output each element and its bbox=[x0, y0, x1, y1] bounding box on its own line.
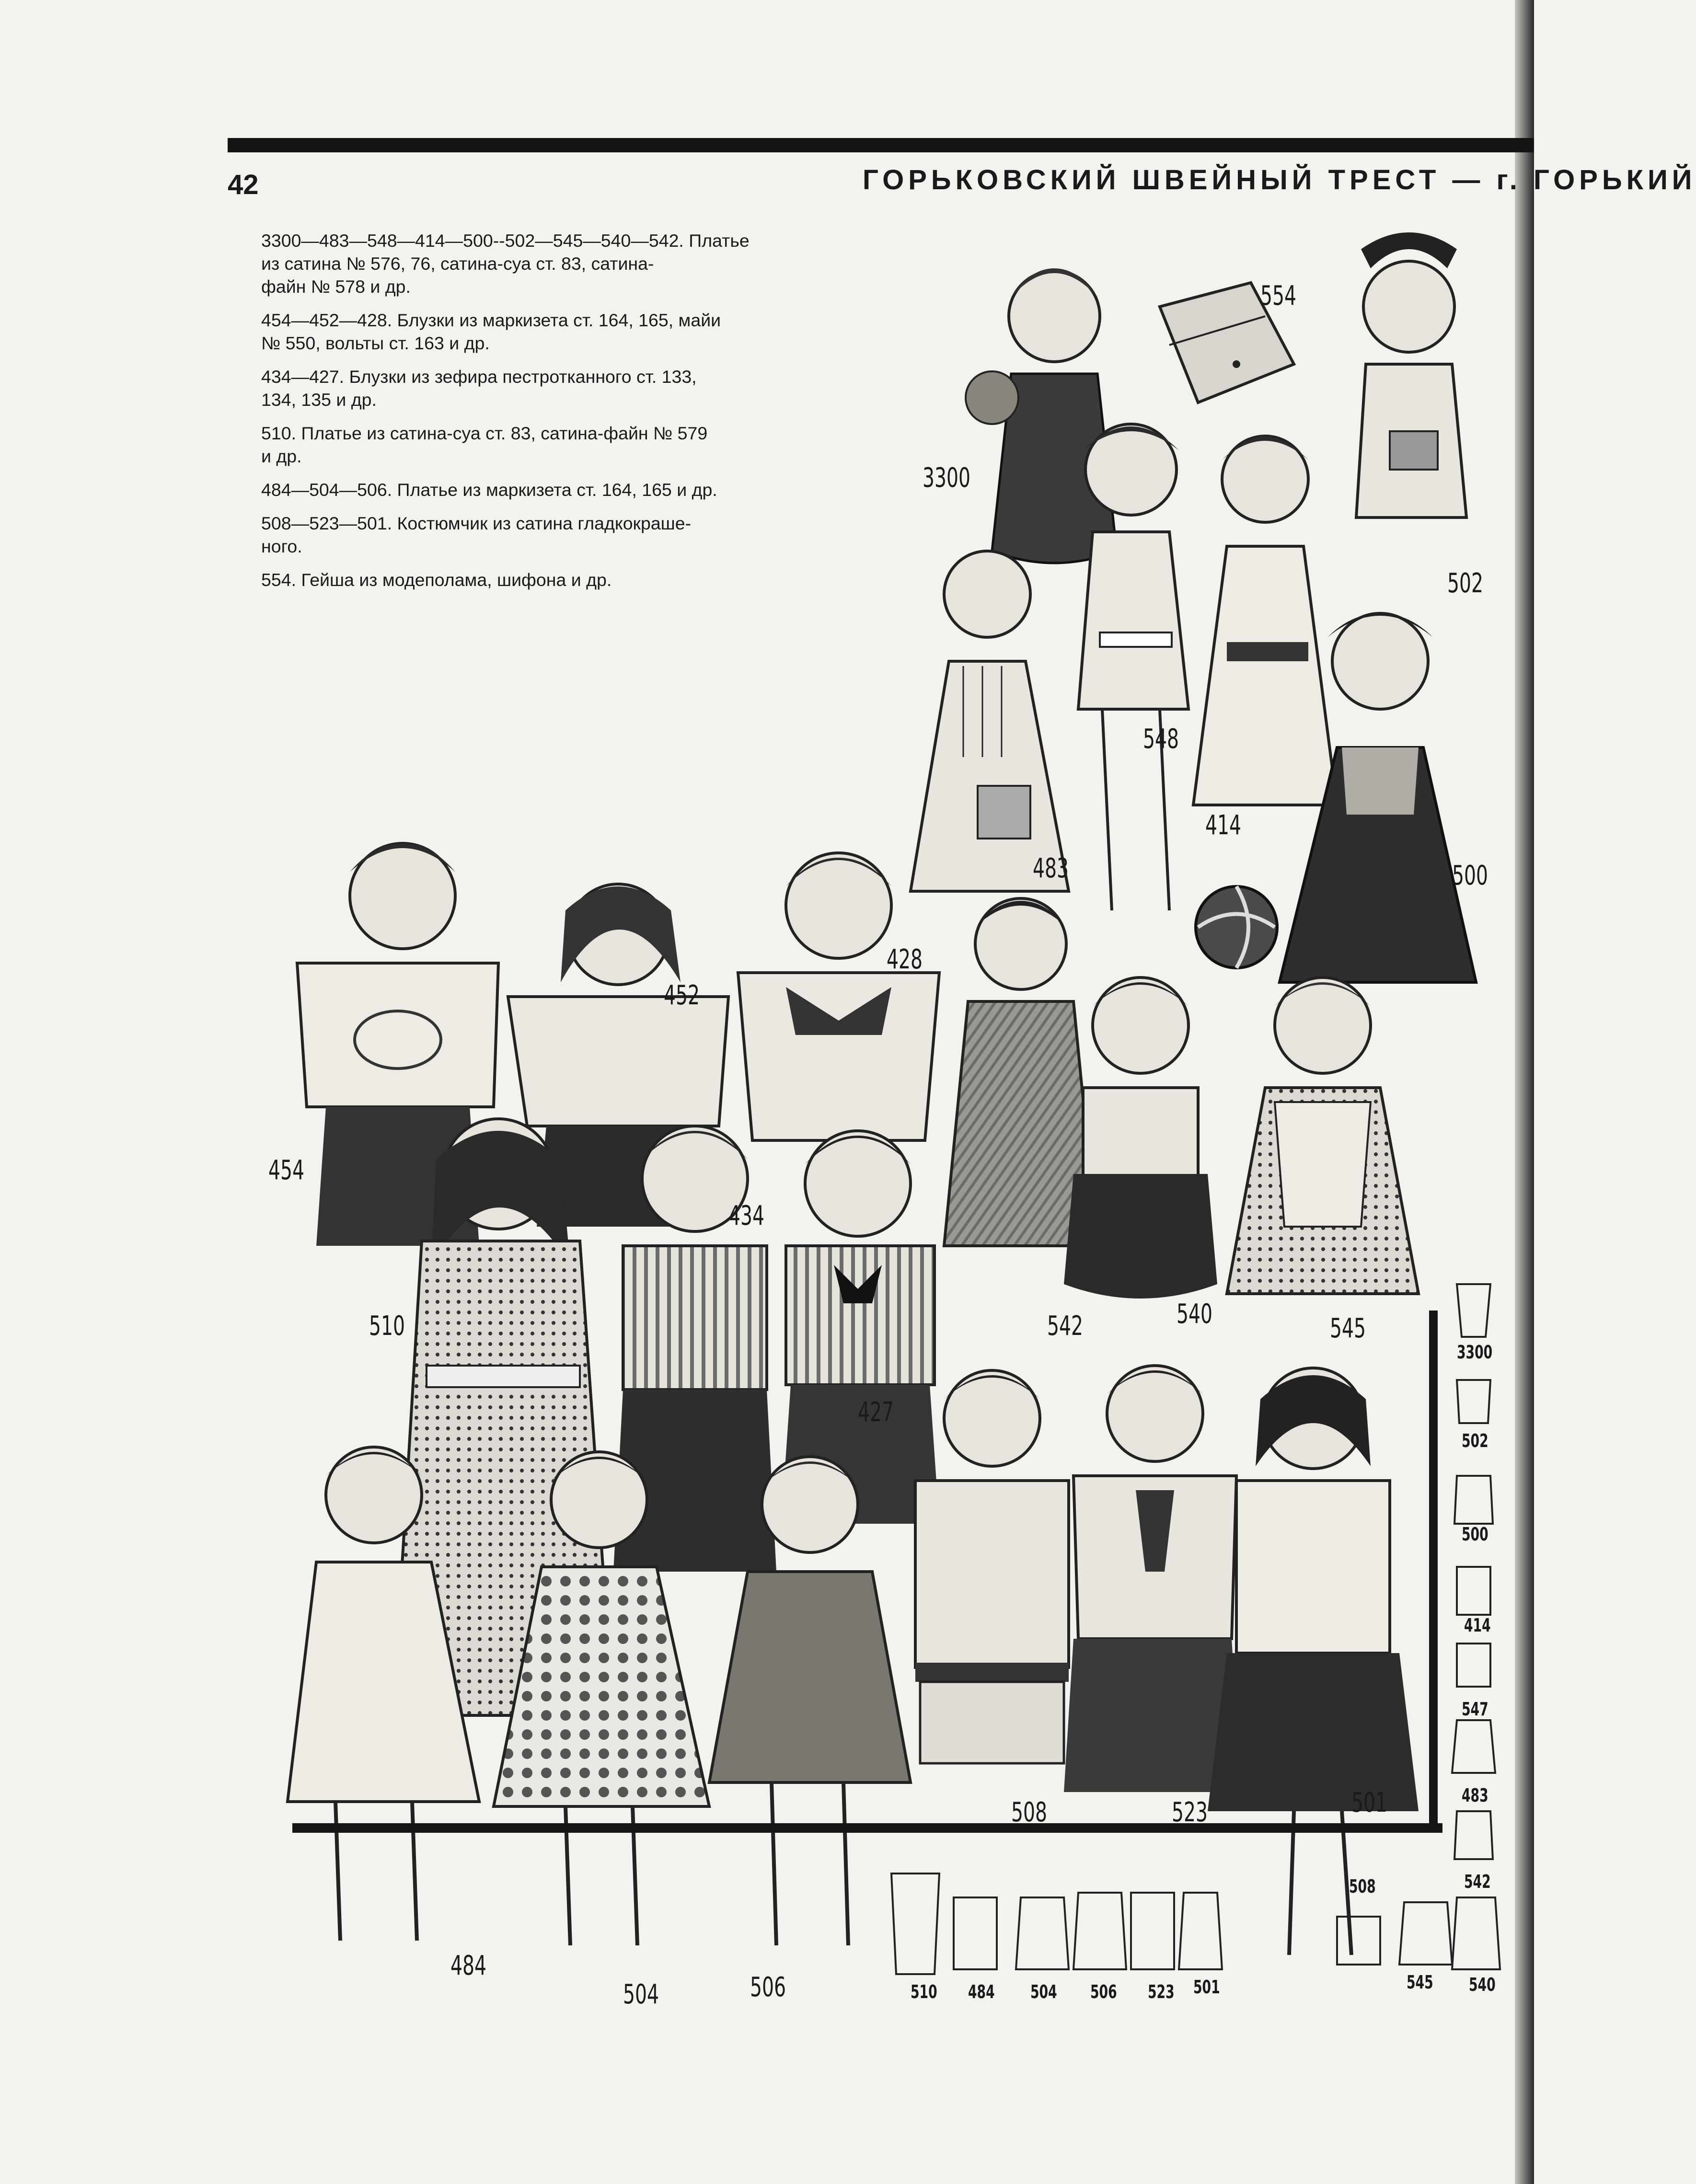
sketch-label: 547 bbox=[1462, 1699, 1488, 1720]
figure-label: 554 bbox=[1260, 280, 1296, 311]
sketch-label: 484 bbox=[968, 1981, 995, 2002]
sketch-label: 504 bbox=[1030, 1981, 1057, 2002]
figure-label: 414 bbox=[1205, 810, 1241, 841]
child-figure-501 bbox=[1208, 1368, 1419, 1955]
figure-label: 428 bbox=[887, 944, 923, 975]
figure-label: 484 bbox=[450, 1950, 486, 1981]
child-figure-523 bbox=[1064, 1366, 1241, 1792]
sketch-label: 3300 bbox=[1457, 1342, 1493, 1363]
frame-rule-horizontal bbox=[292, 1823, 1442, 1833]
caption-dress-510: 510. Платье из сатина-суа ст. 83, сатина-файн № 579 и др. bbox=[261, 423, 708, 466]
child-figure-540 bbox=[1064, 977, 1217, 1299]
sketch-label: 501 bbox=[1193, 1977, 1220, 1998]
figure-label: 540 bbox=[1177, 1299, 1212, 1330]
sketch-label: 542 bbox=[1464, 1871, 1491, 1892]
figure-label: 545 bbox=[1330, 1313, 1366, 1344]
caption-dresses-marquisette: 484—504—506. Платье из маркизета ст. 164, 165 и др. bbox=[261, 480, 717, 500]
figure-label: 542 bbox=[1047, 1310, 1083, 1342]
page-number: 42 bbox=[228, 169, 259, 200]
figure-label: 502 bbox=[1447, 568, 1483, 599]
sketch-label: 545 bbox=[1407, 1972, 1433, 1993]
sketch-label: 502 bbox=[1462, 1430, 1488, 1451]
caption-suit: 508—523—501. Костюмчик из сатина гладкокраше- ного. bbox=[261, 513, 692, 556]
sketch-label: 540 bbox=[1469, 1974, 1496, 1995]
caption-blouses-zephyr: 434—427. Блузки из зефира пестротканного ст. 133, 134, 135 и др. bbox=[261, 367, 697, 410]
figure-label: 548 bbox=[1143, 724, 1179, 755]
sketch-label: 414 bbox=[1464, 1615, 1491, 1636]
figure-label: 434 bbox=[728, 1200, 764, 1231]
child-figure-508 bbox=[915, 1370, 1069, 1763]
sketch-label: 506 bbox=[1090, 1981, 1117, 2002]
caption-geisha: 554. Гейша из модеполама, шифона и др. bbox=[261, 570, 612, 590]
figure-label: 3300 bbox=[923, 462, 970, 494]
child-figure-483 bbox=[911, 551, 1069, 891]
child-figure-545 bbox=[1227, 977, 1419, 1294]
sketch-label: 523 bbox=[1148, 1981, 1175, 2002]
caption-dresses: 3300—483—548—414—500--502—545—540—542. Платье из сатина № 576, 76, сатина-суа ст. 83, сатина- файн № 578 и др. bbox=[261, 230, 750, 297]
figure-label: 508 bbox=[1011, 1797, 1047, 1828]
figure-label: 500 bbox=[1452, 860, 1488, 891]
caption-blouses-marquisette: 454—452—428. Блузки из маркизета ст. 164, 165, майи № 550, вольты ст. 163 и др. bbox=[261, 310, 721, 353]
figure-label: 452 bbox=[664, 980, 700, 1011]
figure-label: 506 bbox=[750, 1972, 786, 2003]
running-head: ГОРЬКОВСКИЙ ШВЕЙНЫЙ ТРЕСТ — г. ГОРЬКИЙ bbox=[863, 164, 1696, 195]
sketch-label: 508 bbox=[1349, 1876, 1376, 1897]
child-figure-3300 bbox=[966, 268, 1117, 563]
figure-label: 523 bbox=[1172, 1797, 1208, 1828]
child-figure-414 bbox=[1193, 436, 1337, 805]
figure-label: 504 bbox=[623, 1979, 659, 2010]
child-figure-428 bbox=[738, 853, 939, 1140]
figure-label: 427 bbox=[858, 1397, 894, 1428]
sketch-label: 483 bbox=[1462, 1785, 1488, 1806]
sketch-label: 500 bbox=[1462, 1524, 1488, 1545]
figure-label: 510 bbox=[369, 1310, 405, 1342]
child-figure-548 bbox=[1078, 424, 1188, 910]
garment-sketches-bottom bbox=[891, 1874, 1500, 1974]
child-figure-502 bbox=[1356, 232, 1466, 517]
figure-label: 454 bbox=[268, 1155, 304, 1186]
figure-label: 483 bbox=[1033, 853, 1069, 884]
sketch-label: 510 bbox=[911, 1981, 937, 2002]
garment-sketches-right bbox=[1452, 1284, 1495, 1859]
figure-label: 501 bbox=[1351, 1787, 1387, 1818]
frame-rule-vertical bbox=[1429, 1310, 1438, 1833]
ball bbox=[1196, 886, 1277, 968]
